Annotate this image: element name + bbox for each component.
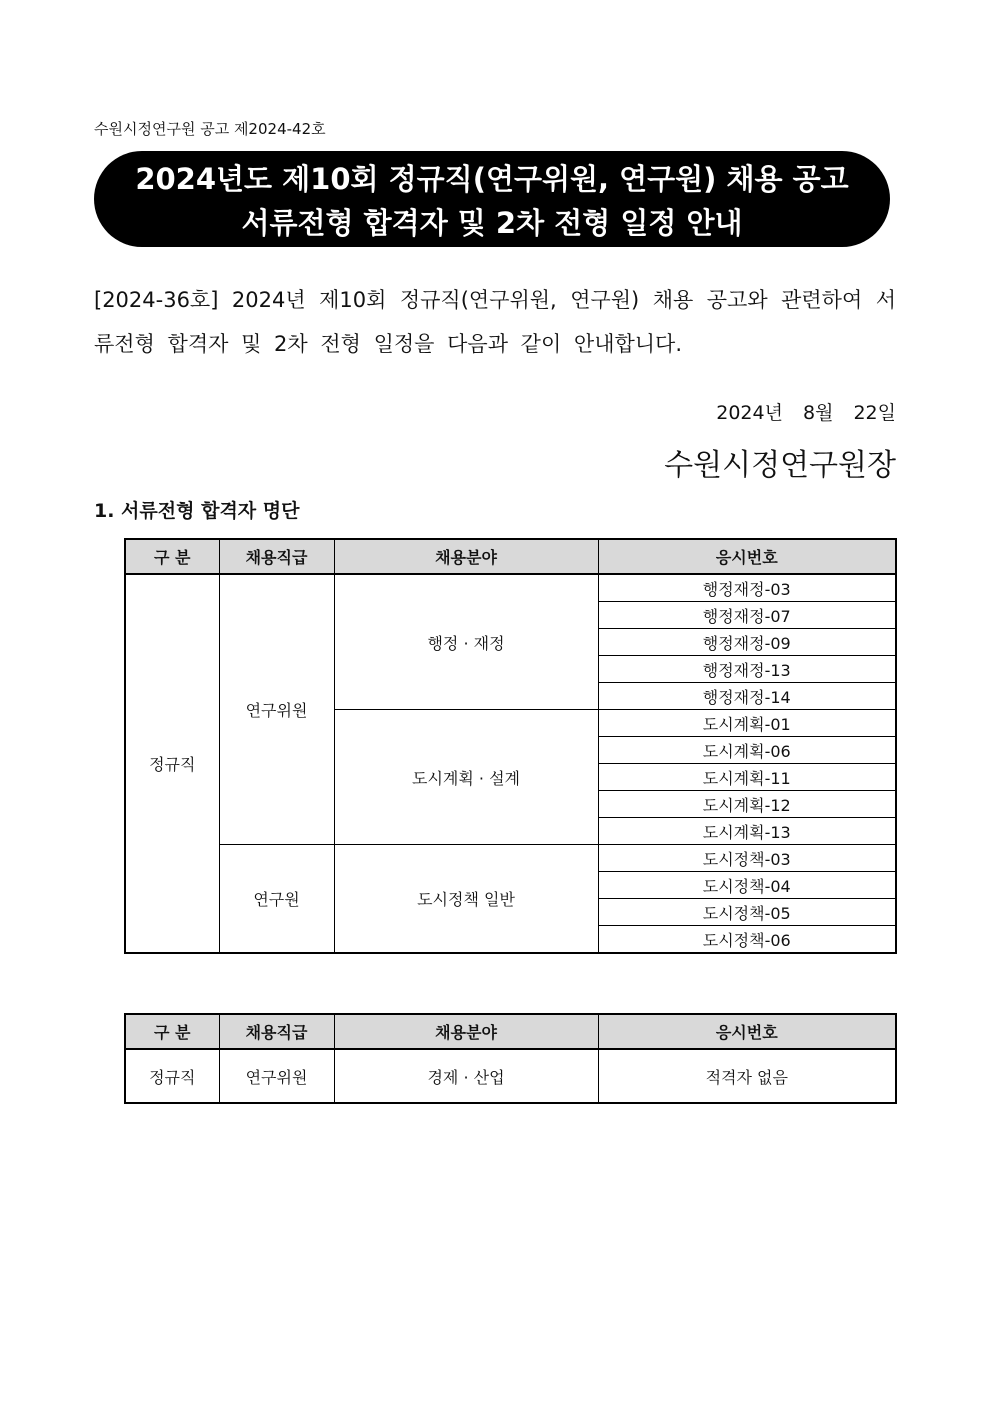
header-field: 채용분야 xyxy=(334,1014,598,1049)
title-line-2: 서류전형 합격자 및 2차 전형 일정 안내 xyxy=(241,206,743,240)
header-category: 구 분 xyxy=(125,539,219,574)
applicant-number: 도시정책-03 xyxy=(598,845,896,872)
intro-paragraph: [2024-36호] 2024년 제10회 정규직(연구위원, 연구원) 채용 공고와 관련하여 서류전형 합격자 및 2차 전형 일정을 다음과 같이 안내합니다. xyxy=(94,288,896,356)
rank-cell: 연구원 xyxy=(219,845,334,954)
issuer-name: 수원시정연구원장 xyxy=(664,448,896,483)
header-category: 구 분 xyxy=(125,1014,219,1049)
title-line-1: 2024년도 제10회 정규직(연구위원, 연구원) 채용 공고 xyxy=(135,162,849,196)
applicant-number: 도시계획-01 xyxy=(598,710,896,737)
applicant-number: 도시계획-11 xyxy=(598,764,896,791)
header-applicant-number: 응시번호 xyxy=(598,539,896,574)
applicant-number: 도시계획-12 xyxy=(598,791,896,818)
applicant-number: 행정재정-09 xyxy=(598,629,896,656)
table-row xyxy=(125,845,896,872)
notice-date: 2024년 8월 22일 xyxy=(716,402,896,424)
section-1-title: 1. 서류전형 합격자 명단 xyxy=(94,500,300,522)
applicant-number: 도시정책-05 xyxy=(598,899,896,926)
header-applicant-number: 응시번호 xyxy=(598,1014,896,1049)
applicant-number: 도시계획-13 xyxy=(598,818,896,845)
applicant-number: 행정재정-07 xyxy=(598,602,896,629)
applicant-number: 도시계획-06 xyxy=(598,737,896,764)
field-cell: 도시정책 일반 xyxy=(334,845,598,954)
applicant-number: 도시정책-06 xyxy=(598,926,896,954)
notice-number: 수원시정연구원 공고 제2024-42호 xyxy=(94,120,326,138)
result-cell: 적격자 없음 xyxy=(598,1049,896,1103)
applicant-number: 행정재정-14 xyxy=(598,683,896,710)
table-header-row xyxy=(125,539,896,574)
applicant-number: 도시정책-04 xyxy=(598,872,896,899)
header-rank: 채용직급 xyxy=(219,1014,334,1049)
rank-cell: 연구위원 xyxy=(219,1049,334,1103)
no-passers-table xyxy=(124,1013,897,1104)
header-field: 채용분야 xyxy=(334,539,598,574)
field-cell: 경제 · 산업 xyxy=(334,1049,598,1103)
category-cell: 정규직 xyxy=(125,574,219,953)
rank-cell: 연구위원 xyxy=(219,574,334,845)
title-banner xyxy=(94,151,890,247)
table-row xyxy=(125,1049,896,1103)
table-header-row xyxy=(125,1014,896,1049)
applicant-number: 행정재정-03 xyxy=(598,574,896,602)
field-cell: 도시계획 · 설계 xyxy=(334,710,598,845)
field-cell: 행정 · 재정 xyxy=(334,574,598,710)
passers-table xyxy=(124,538,897,954)
table-row xyxy=(125,574,896,602)
applicant-number: 행정재정-13 xyxy=(598,656,896,683)
header-rank: 채용직급 xyxy=(219,539,334,574)
category-cell: 정규직 xyxy=(125,1049,219,1103)
